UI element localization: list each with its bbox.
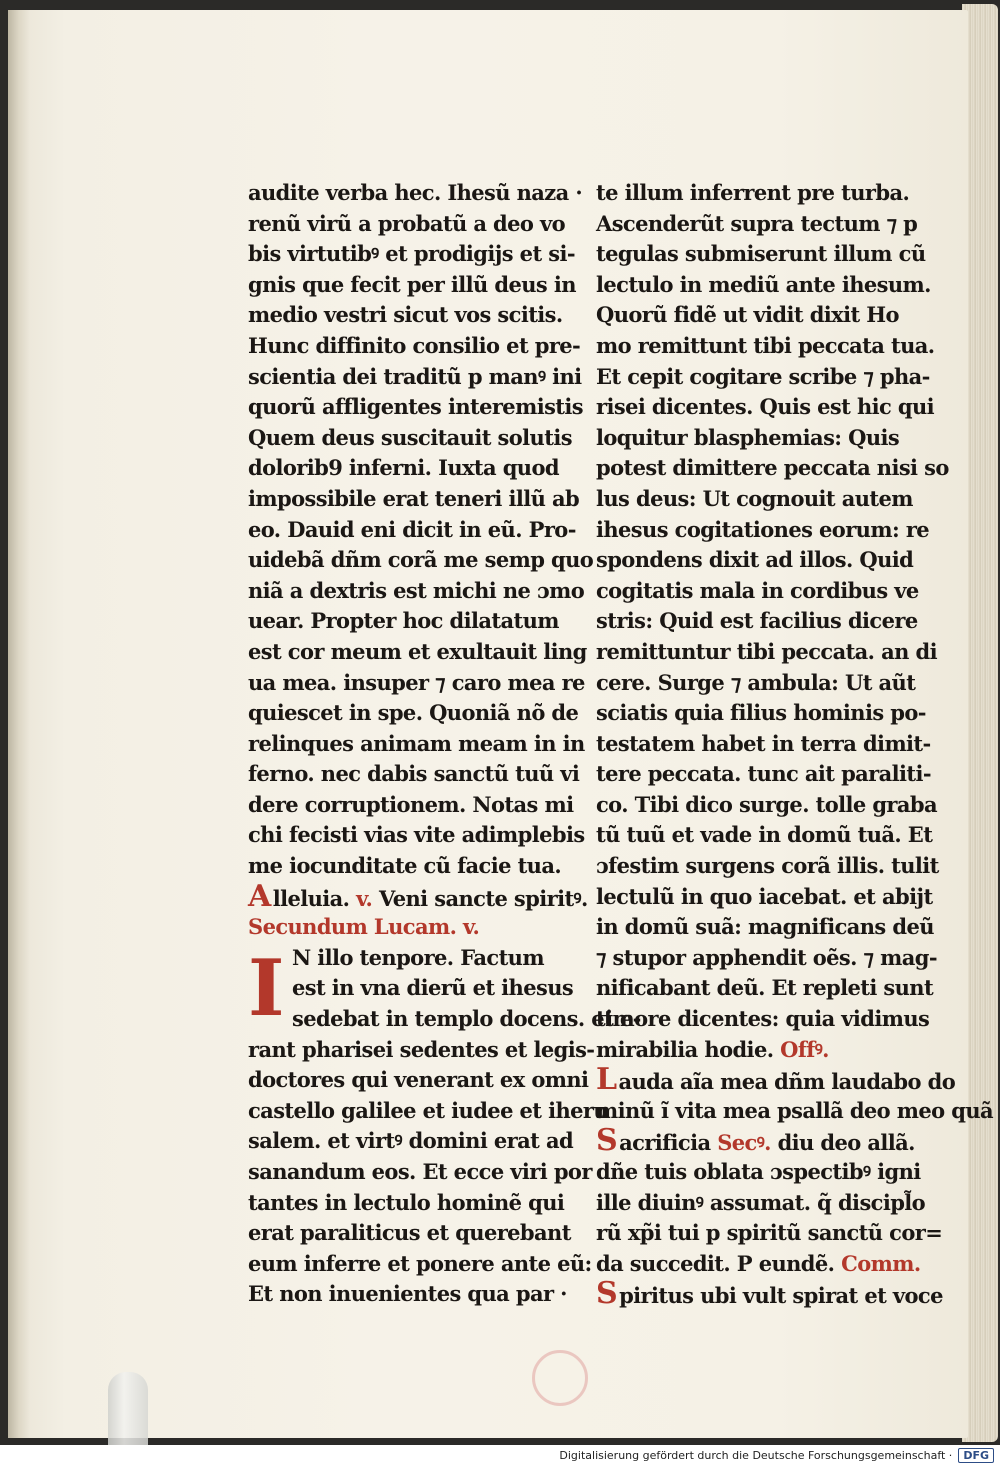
- text-line: [596, 484, 913, 515]
- text-line: [596, 1276, 943, 1312]
- text-line: [596, 606, 918, 637]
- line-text: est in vna dierũ et ihesus: [292, 975, 574, 1001]
- text-line: [596, 882, 933, 913]
- text-line: [596, 362, 930, 393]
- text-line: [596, 453, 949, 484]
- text-line: [596, 1218, 943, 1249]
- text-line: [596, 239, 926, 270]
- line-text-continued: diu deo allã.: [770, 1130, 915, 1156]
- text-line: [248, 698, 579, 729]
- text-line: [248, 606, 570, 637]
- line-text: Et cepit cogitare scribe ⁊ pha-: [596, 363, 930, 389]
- text-line: [248, 1188, 570, 1219]
- line-text: cogitatis mala in cordibus ve: [596, 577, 919, 603]
- line-text: potest dimittere peccata nisi so: [596, 455, 949, 481]
- line-text: ihesus cogitationes eorum: re: [596, 516, 930, 542]
- line-text: audite verba hec. Ihesũ naza ·: [248, 180, 583, 205]
- text-line: [596, 637, 937, 668]
- line-text: Et non inuenientes qua par ·: [248, 1281, 567, 1307]
- text-line: [596, 1157, 921, 1188]
- footer-credit: Digitalisierung gefördert durch die Deutsche Forschungsgemeinschaft ·: [559, 1448, 953, 1462]
- text-line: [248, 1279, 570, 1310]
- text-line: [248, 209, 570, 240]
- line-text: lectulo in mediũ ante ihesum.: [596, 271, 931, 297]
- rubric-inline: v.: [356, 885, 373, 911]
- dfg-logo: DFG: [958, 1448, 994, 1463]
- line-text: testatem habet in terra dimit-: [596, 730, 931, 756]
- line-text: cere. Surge ⁊ ambula: Ut aũt: [596, 669, 916, 695]
- text-line: [596, 545, 914, 576]
- line-text: relinques animam meam in in: [248, 730, 585, 756]
- line-text: medio vestri sicut vos scitis.: [248, 302, 563, 328]
- text-line: [248, 300, 570, 331]
- line-text: ⁊ stupor apphendit oẽs. ⁊ mag-: [596, 944, 937, 970]
- line-text: sanandum eos. Et ecce viri por: [248, 1159, 592, 1184]
- line-text: Quem deus suscitauit solutis: [248, 424, 572, 450]
- line-text: mo remittunt tibi peccata tua.: [596, 332, 935, 358]
- line-text: quiescet in spe. Quoniã nõ de: [248, 700, 579, 726]
- page-gutter: [8, 10, 30, 1438]
- text-line: [248, 576, 585, 607]
- text-line: [596, 759, 931, 790]
- text-line: [596, 1035, 906, 1066]
- line-text: uear. Propter hoc dilatatum: [248, 608, 559, 634]
- line-text: sedebat in templo docens. et e-: [292, 1006, 641, 1032]
- text-line: [596, 790, 937, 821]
- line-text: dñe tuis oblata ɔspectibꝰ igni: [596, 1159, 921, 1184]
- text-line: [248, 1126, 574, 1157]
- text-line: [248, 515, 576, 546]
- text-line: [596, 851, 939, 882]
- line-text: est cor meum et exultauit ling: [248, 638, 587, 664]
- text-line: [248, 423, 570, 454]
- text-line: [596, 1096, 994, 1127]
- text-line: [248, 392, 583, 423]
- line-text: eo. Dauid eni dicit in eũ. Pro-: [248, 516, 576, 542]
- text-line: [248, 790, 574, 821]
- text-line: [248, 270, 576, 301]
- line-text-continued: Veni sancte spiritꝰ.: [372, 885, 588, 911]
- line-text: Quorũ fidẽ ut vidit dixit Ho: [596, 302, 899, 328]
- text-line: [596, 1004, 930, 1035]
- text-line: [596, 300, 906, 331]
- line-text: auda aĩa mea dñm laudabo do: [618, 1069, 956, 1095]
- line-text: tantes in lectulo hominẽ qui: [248, 1189, 565, 1215]
- text-line: [248, 362, 582, 393]
- line-text: renũ virũ a probatũ a deo vo: [248, 210, 566, 236]
- text-line: [248, 484, 580, 515]
- text-line: [248, 453, 570, 484]
- text-line: [596, 943, 937, 974]
- line-text: lleluia.: [272, 885, 357, 911]
- decorated-initial: I: [248, 942, 284, 1034]
- line-text: salem. et virtꝰ domini erat ad: [248, 1128, 574, 1154]
- line-text: erat paraliticus et querebant: [248, 1220, 571, 1246]
- text-line: [248, 1004, 641, 1035]
- line-text: tere peccata. tunc ait paraliti-: [596, 761, 931, 787]
- text-line: [248, 637, 587, 668]
- text-line: [248, 851, 570, 882]
- line-text: quorũ affligentes interemistis: [248, 394, 583, 420]
- text-line: [248, 759, 580, 790]
- line-text: scientia dei traditũ p manꝰ ini: [248, 363, 582, 389]
- rubric-initial: A: [248, 878, 271, 914]
- line-text: in domũ suã: magnificans deũ: [596, 914, 934, 940]
- text-line: [596, 515, 930, 546]
- line-text: te illum inferrent pre turba.: [596, 180, 910, 205]
- text-line: [596, 423, 906, 454]
- text-line: [596, 698, 926, 729]
- text-line: [596, 668, 916, 699]
- line-text: me iocunditate cũ facie tua.: [248, 853, 562, 879]
- line-text: bis virtutibꝰ et prodigijs et si-: [248, 241, 575, 267]
- line-text: lus deus: Ut cognouit autem: [596, 485, 913, 511]
- line-text: dere corruptionem. Notas mi: [248, 791, 574, 817]
- text-line: [596, 729, 931, 760]
- line-text: gnis que fecit per illũ deus in: [248, 271, 576, 297]
- line-text: tegulas submiserunt illum cũ: [596, 241, 926, 267]
- text-column-left: [248, 178, 641, 1310]
- text-line: [596, 1188, 926, 1219]
- line-text: chi fecisti vias vite adimplebis: [248, 822, 585, 848]
- rubric-heading: Secundum Lucam. v.: [248, 914, 480, 940]
- line-text: ua mea. insuper ⁊ caro mea re: [248, 669, 585, 695]
- line-text: rant pharisei sedentes et legis-: [248, 1036, 595, 1062]
- rubric-marker: Comm.: [841, 1250, 921, 1276]
- text-line: [248, 912, 570, 943]
- line-text: minũ ĩ vita mea psallã deo meo quã: [596, 1097, 994, 1123]
- text-line: [596, 178, 910, 209]
- line-text: remittuntur tibi peccata. an di: [596, 638, 937, 664]
- line-text: stris: Quid est facilius dicere: [596, 608, 918, 634]
- line-text: timore dicentes: quia vidimus: [596, 1006, 930, 1032]
- rubric-initial: L: [596, 1062, 617, 1098]
- rubric-inline: Secꝰ.: [717, 1130, 771, 1156]
- line-text: nificabant deũ. Et repleti sunt: [596, 975, 934, 1001]
- rubric-marker: Offꝰ.: [773, 1036, 829, 1062]
- text-line: [596, 912, 934, 943]
- text-line: [248, 820, 585, 851]
- line-text: da succedit. P eundẽ.: [596, 1250, 842, 1276]
- text-line: [248, 973, 574, 1004]
- line-text: uidebã dñm corã me semp quo: [248, 547, 594, 573]
- line-text: impossibile erat teneri illũ ab: [248, 485, 580, 511]
- text-line: [248, 239, 575, 270]
- text-line: [248, 1096, 609, 1127]
- line-text: piritus ubi vult spirat et voce: [619, 1283, 943, 1309]
- text-line: [596, 331, 935, 362]
- line-text: risei dicentes. Quis est hic qui: [596, 394, 935, 420]
- line-text: doctores qui venerant ex omni: [248, 1067, 589, 1093]
- text-line: [596, 576, 919, 607]
- line-text: Ascenderũt supra tectum ⁊ p: [596, 210, 918, 236]
- text-line: [248, 1249, 592, 1280]
- text-line: [596, 973, 934, 1004]
- text-line: [248, 1065, 589, 1096]
- line-text: spondens dixit ad illos. Quid: [596, 547, 914, 573]
- line-text: Hunc diffinito consilio et pre-: [248, 332, 581, 358]
- line-text: tũ tuũ et vade in domũ tuã. Et: [596, 822, 933, 848]
- line-text: niã a dextris est michi ne ɔmo: [248, 577, 585, 603]
- line-text: acrificia: [619, 1130, 718, 1156]
- text-line: [248, 545, 594, 576]
- text-line: [248, 729, 585, 760]
- text-line: [596, 1123, 915, 1159]
- line-text: eum inferre et ponere ante eũ:: [248, 1250, 592, 1276]
- line-text: sciatis quia filius hominis po-: [596, 700, 926, 726]
- text-line: [248, 668, 585, 699]
- page-holder-clip: [108, 1372, 148, 1445]
- text-line: [596, 1062, 956, 1098]
- text-column-right: [596, 178, 994, 1312]
- text-line: [248, 1157, 592, 1188]
- line-text: dolorib9 inferni. Iuxta quod: [248, 455, 559, 481]
- text-line: [596, 270, 931, 301]
- text-line: [248, 331, 581, 362]
- text-line: [248, 1035, 595, 1066]
- line-text: mirabilia hodie.: [596, 1036, 774, 1062]
- digitization-footer: [0, 1445, 1000, 1465]
- line-text: co. Tibi dico surge. tolle graba: [596, 791, 937, 817]
- rubric-initial: S: [596, 1276, 618, 1312]
- line-text: ille diuinꝰ assumat. q̃ discipl̃o: [596, 1189, 926, 1215]
- text-line: [248, 1218, 570, 1249]
- text-line: [248, 178, 583, 209]
- text-line: [248, 878, 588, 914]
- line-text: castello galilee et iudee et iheru: [248, 1097, 609, 1123]
- text-line: [596, 392, 935, 423]
- rubric-initial: S: [596, 1123, 618, 1159]
- library-stamp: [532, 1350, 588, 1406]
- line-text: ferno. nec dabis sanctũ tuũ vi: [248, 761, 580, 787]
- line-text: N illo tenpore. Factum: [292, 944, 544, 970]
- text-line: [596, 209, 918, 240]
- line-text: loquitur blasphemias: Quis: [596, 424, 900, 450]
- line-text: rũ xp̃i tui p spiritũ sanctũ cor=: [596, 1220, 943, 1246]
- line-text: ɔfestim surgens corã illis. tulit: [596, 853, 939, 879]
- text-line: [596, 820, 933, 851]
- text-line: [596, 1249, 921, 1280]
- line-text: lectulũ in quo iacebat. et abijt: [596, 883, 933, 909]
